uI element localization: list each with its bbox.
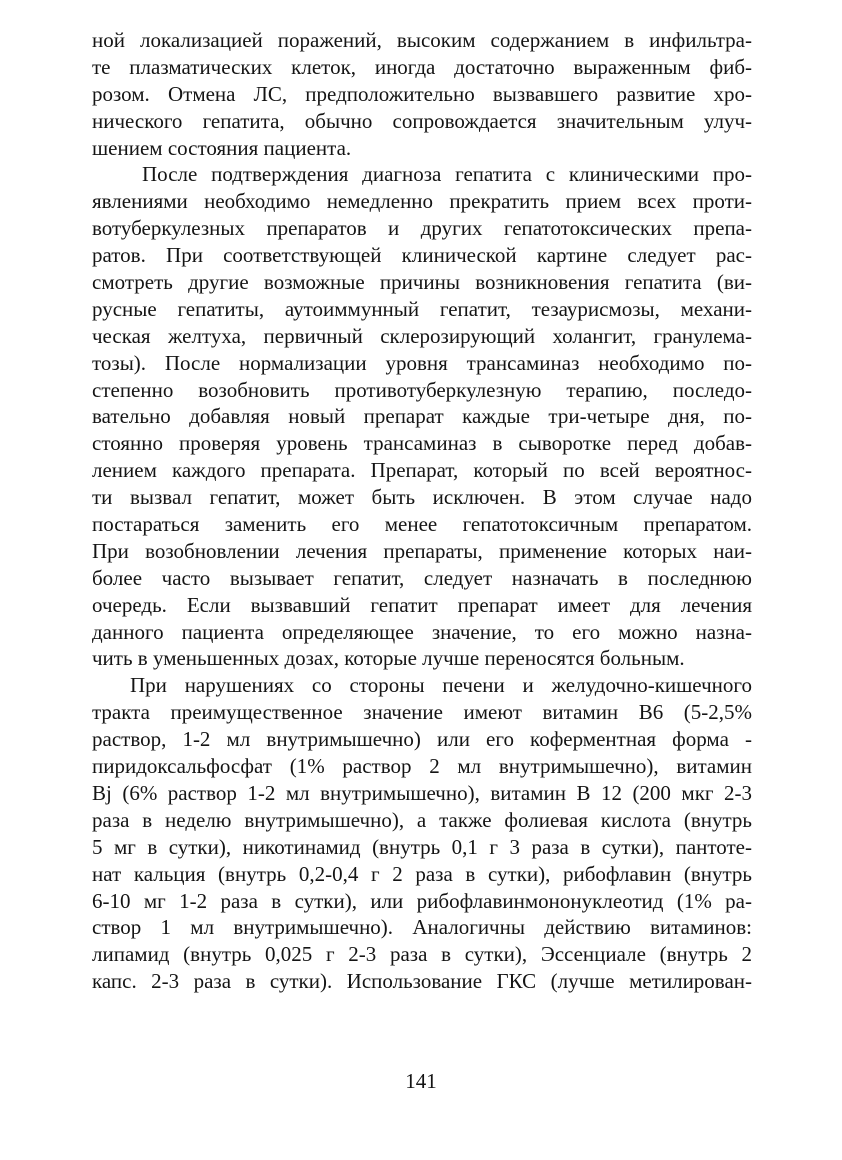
text-line: 6-10 мг 1-2 раза в сутки), или рибофлавинмононуклеотид (1% ра-: [92, 888, 752, 913]
body-text: [92, 27, 752, 995]
text-line: нического гепатита, обычно сопровождается значительным улуч-: [92, 108, 752, 133]
text-line: створ 1 мл внутримышечно). Аналогичны действию витаминов:: [92, 915, 752, 940]
text-line: степенно возобновить противотуберкулезную терапию, последо-: [92, 377, 752, 402]
text-line: шением состояния пациента.: [92, 135, 352, 160]
text-line: При возобновлении лечения препараты, применение которых наи-: [92, 538, 752, 563]
text-line: раствор, 1-2 мл внутримышечно) или его коферментная форма -: [92, 727, 752, 752]
text-line: очередь. Если вызвавший гепатит препарат имеет для лечения: [92, 592, 752, 617]
text-line: смотреть другие возможные причины возникновения гепатита (ви-: [92, 270, 752, 295]
text-line: раза в неделю внутримышечно), а также фолиевая кислота (внутрь: [92, 807, 752, 832]
text-line: 5 мг в сутки), никотинамид (внутрь 0,1 г 3 раза в сутки), пантоте-: [92, 834, 752, 859]
text-line: стоянно проверяя уровень трансаминаз в сыворотке перед добав-: [92, 431, 752, 456]
text-line: пиридоксальфосфат (1% раствор 2 мл внутримышечно), витамин: [92, 754, 752, 779]
text-line: лением каждого препарата. Препарат, который по всей вероятнос-: [92, 458, 752, 483]
text-line: ратов. При соответствующей клинической картине следует рас-: [92, 243, 752, 268]
text-line: После подтверждения диагноза гепатита с клиническими про-: [142, 162, 752, 187]
text-line: тозы). После нормализации уровня трансаминаз необходимо по-: [92, 350, 752, 375]
text-line: явлениями необходимо немедленно прекратить прием всех проти-: [92, 189, 752, 214]
text-line: более часто вызывает гепатит, следует назначать в последнюю: [92, 565, 752, 590]
text-line: русные гепатиты, аутоиммунный гепатит, тезаурисмозы, механи-: [92, 296, 752, 321]
text-line: ческая желтуха, первичный склерозирующий холангит, гранулема-: [92, 323, 752, 348]
text-line: нат кальция (внутрь 0,2-0,4 г 2 раза в сутки), рибофлавин (внутрь: [92, 861, 752, 886]
text-line: При нарушениях со стороны печени и желудочно-кишечного: [130, 673, 752, 698]
text-line: Bj (6% раствор 1-2 мл внутримышечно), витамин В 12 (200 мкг 2-3: [92, 780, 752, 805]
text-line: ти вызвал гепатит, может быть исключен. В этом случае надо: [92, 485, 752, 510]
text-line: липамид (внутрь 0,025 г 2-3 раза в сутки), Эссенциале (внутрь 2: [92, 942, 752, 967]
text-line: постараться заменить его менее гепатотоксичным препаратом.: [92, 512, 752, 537]
page-number: 141: [405, 1069, 437, 1093]
text-line: тракта преимущественное значение имеют витамин В6 (5-2,5%: [92, 700, 752, 725]
text-line: розом. Отмена ЛС, предположительно вызвавшего развитие хро-: [92, 81, 752, 106]
text-line: вательно добавляя новый препарат каждые три-четыре дня, по-: [92, 404, 752, 429]
text-line: чить в уменьшенных дозах, которые лучше переносятся больным.: [92, 646, 685, 671]
paragraph: [92, 672, 752, 995]
text-line: вотуберкулезных препаратов и других гепатотоксических препа-: [92, 216, 752, 241]
text-line: те плазматических клеток, иногда достаточно выраженным фиб-: [92, 54, 752, 79]
text-line: ной локализацией поражений, высоким содержанием в инфильтра-: [92, 28, 752, 52]
paragraph: [92, 161, 752, 672]
text-line: капс. 2-3 раза в сутки). Использование ГКС (лучше метилирован-: [92, 969, 752, 994]
paragraph: [92, 27, 752, 161]
text-line: данного пациента определяющее значение, то его можно назна-: [92, 619, 752, 644]
